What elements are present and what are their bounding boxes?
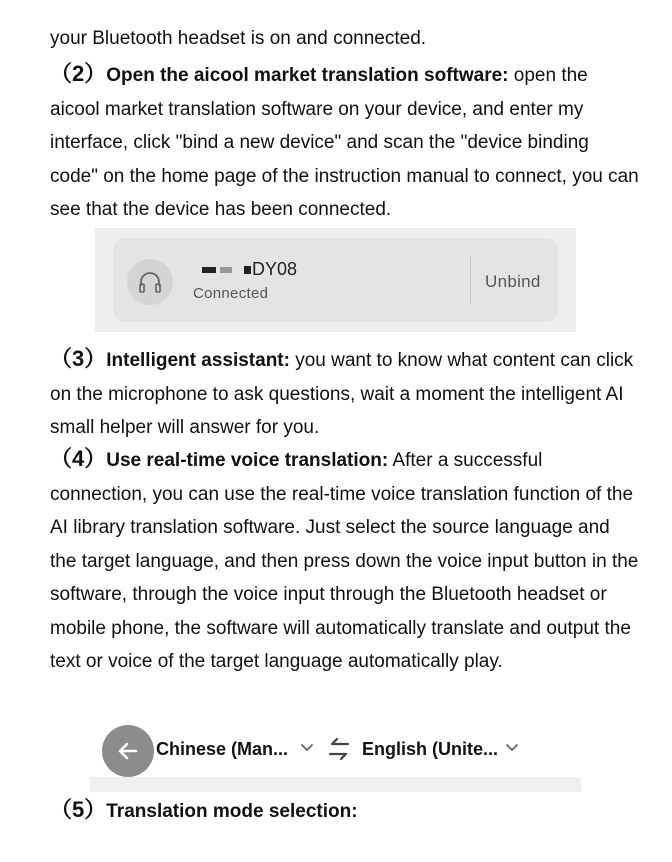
step5-number: （5） [50,797,107,822]
step5-title: Translation mode selection: [106,801,358,822]
device-status: Connected [193,285,269,302]
step3-paragraph [50,342,640,445]
step3-text: you want to know what content can click on the microphone to ask questions, wait a moment the intelligent AI small helper will answer for you. [50,350,634,438]
step3-title: Intelligent assistant: [106,350,290,371]
swap-icon[interactable] [326,736,352,762]
source-language-select[interactable]: Chinese (Man... [156,739,289,759]
unbind-button[interactable]: Unbind [485,272,541,291]
step2-number: （2） [50,61,107,86]
device-card-figure [95,228,576,332]
back-button[interactable] [102,725,154,777]
step4-paragraph [50,442,640,679]
step5-paragraph [50,793,640,829]
redacted-mark [244,266,251,274]
device-card[interactable] [113,238,558,322]
headphones-icon [127,259,173,305]
step2-paragraph [50,57,640,227]
redacted-mark [202,267,216,273]
card-divider [470,256,471,304]
step2-title: Open the aicool market translation software: [106,65,509,86]
chevron-down-icon[interactable] [505,742,519,754]
chevron-down-icon[interactable] [300,742,314,754]
device-name-text: DY08 [252,259,298,279]
step4-title: Use real-time voice translation: [106,450,389,471]
device-name [202,259,297,280]
step2-text: open the aicool market translation software on your device, and enter my interface, click "bind a new device" and scan the "device binding code" on the home page of the instruction manual to connect, you can see that the device has been connected. [50,65,639,220]
redacted-mark [220,267,232,273]
arrow-left-icon [115,738,141,764]
step3-number: （3） [50,346,107,371]
step4-text: After a successful connection, you can use the real-time voice translation function of the AI library translation software. Just select the source language and the target language, and then press down the voice input button in the software, through the voice input through the Bluetooth headset or mobile phone, the software will automatically translate and output the text or voice of the target language automatically play. [50,450,639,672]
step4-number: （4） [50,446,107,471]
intro-line: your Bluetooth headset is on and connected. [50,28,427,49]
language-bar-shadow [90,777,581,792]
target-language-select[interactable]: English (Unite... [362,739,499,759]
language-selector-figure [90,722,581,792]
